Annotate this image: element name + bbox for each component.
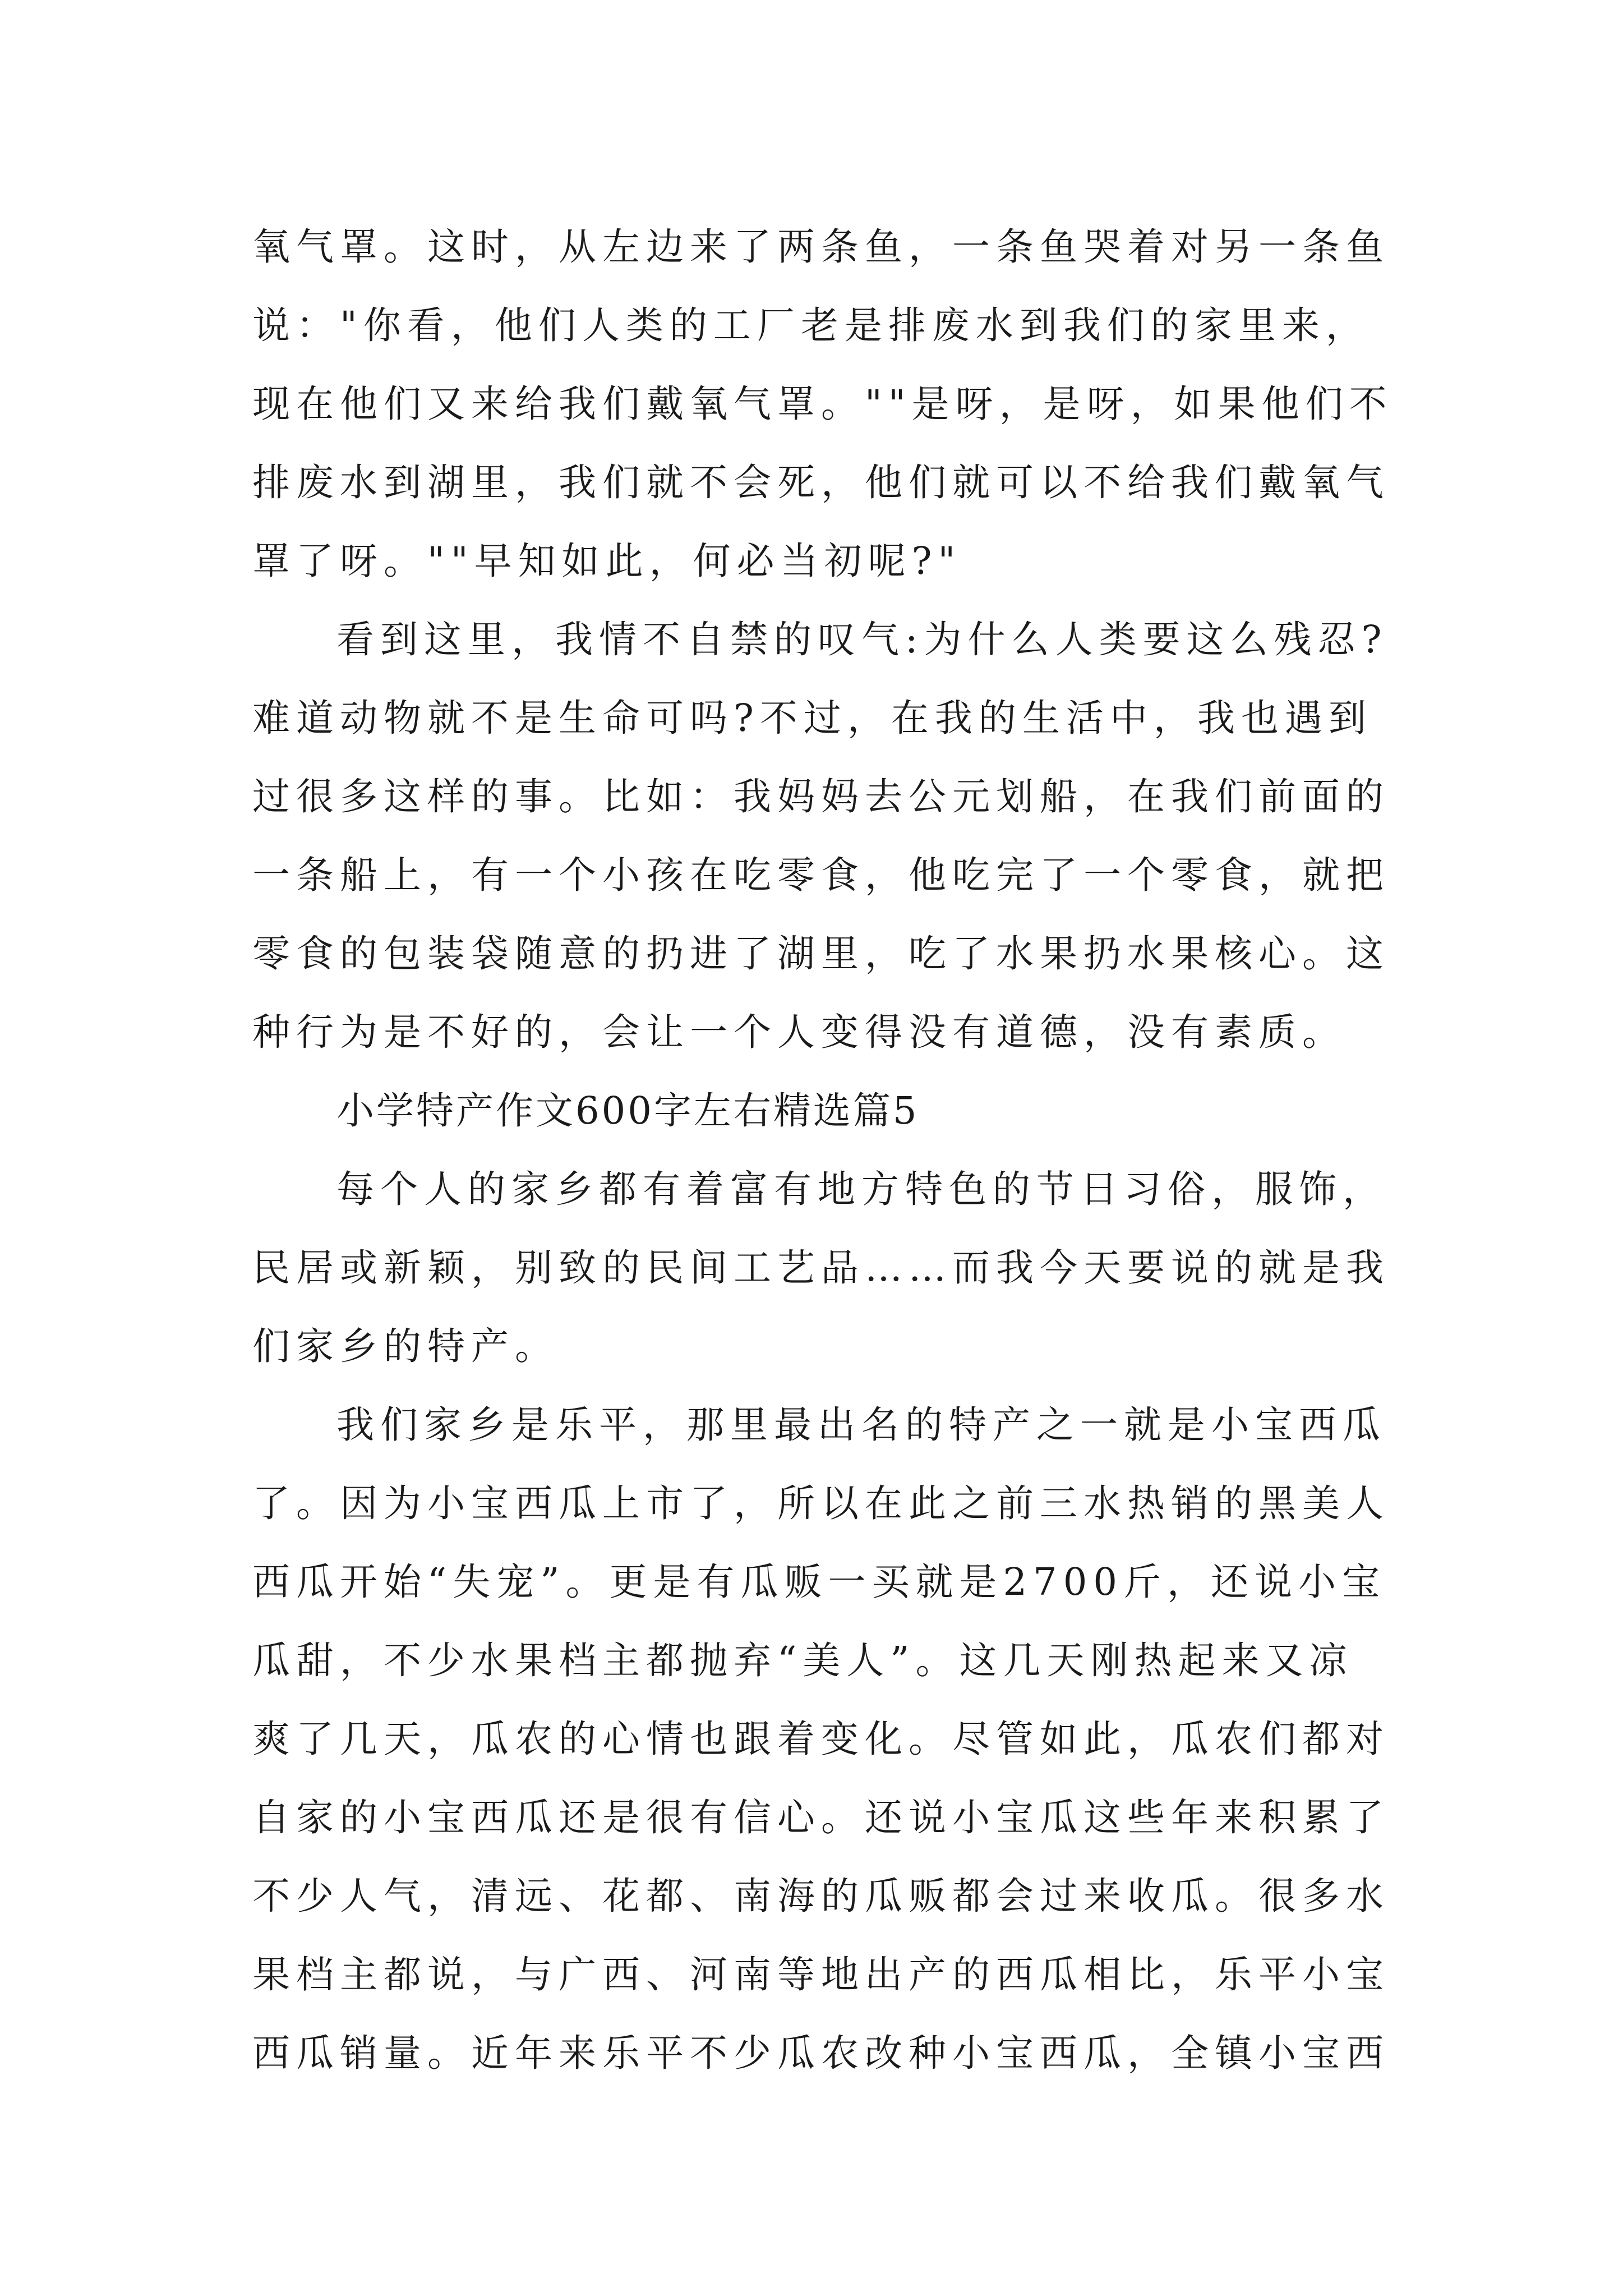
body-text: [252, 208, 1393, 2092]
text-line: 民居或新颖，别致的民间工艺品……而我今天要说的就是我: [252, 1246, 1390, 1290]
text-line: 种行为是不好的，会让一个人变得没有道德，没有素质。: [252, 1010, 1346, 1054]
text-line: 了。因为小宝西瓜上市了，所以在此之前三水热销的黑美人: [252, 1481, 1390, 1525]
text-line: 瓜甜，不少水果档主都抛弃“美人”。这几天刚热起来又凉: [252, 1639, 1353, 1682]
text-line: 看到这里，我情不自禁的叹气:为什么人类要这么残忍?: [336, 618, 1388, 661]
text-line: 每个人的家乡都有着富有地方特色的节日习俗，服饰，: [336, 1167, 1386, 1211]
text-line: 爽了几天，瓜农的心情也跟着变化。尽管如此，瓜农们都对: [252, 1717, 1390, 1761]
text-line: 说："你看，他们人类的工厂老是排废水到我们的家里来，: [252, 303, 1370, 347]
text-line: 西瓜销量。近年来乐平不少瓜农改种小宝西瓜，全镇小宝西: [252, 2031, 1390, 2075]
text-line: 氧气罩。这时，从左边来了两条鱼，一条鱼哭着对另一条鱼: [252, 225, 1390, 269]
text-line: 现在他们又来给我们戴氧气罩。""是呀，是呀，如果他们不: [252, 382, 1393, 426]
text-line: 一条船上，有一个小孩在吃零食，他吃完了一个零食，就把: [252, 853, 1390, 897]
text-line: 难道动物就不是生命可吗?不过，在我的生活中，我也遇到: [252, 696, 1372, 740]
text-line: 过很多这样的事。比如：我妈妈去公元划船，在我们前面的: [252, 775, 1390, 818]
text-line: 排废水到湖里，我们就不会死，他们就可以不给我们戴氧气: [252, 461, 1390, 504]
text-line: 自家的小宝西瓜还是很有信心。还说小宝瓜这些年来积累了: [252, 1796, 1390, 1839]
section-heading: 小学特产作文600字左右精选篇5: [336, 1089, 919, 1133]
text-line: 果档主都说，与广西、河南等地出产的西瓜相比，乐平小宝: [252, 1953, 1390, 1996]
text-line: 不少人气，清远、花都、南海的瓜贩都会过来收瓜。很多水: [252, 1874, 1390, 1918]
text-line: 我们家乡是乐平，那里最出名的特产之一就是小宝西瓜: [336, 1403, 1386, 1447]
text-line: 罩了呀。""早知如此，何必当初呢?": [252, 539, 962, 583]
text-line: 们家乡的特产。: [252, 1324, 559, 1368]
text-line: 零食的包装袋随意的扔进了湖里，吃了水果扔水果核心。这: [252, 932, 1390, 976]
text-line: 西瓜开始“失宠”。更是有瓜贩一买就是2700斤，还说小宝: [252, 1560, 1386, 1604]
